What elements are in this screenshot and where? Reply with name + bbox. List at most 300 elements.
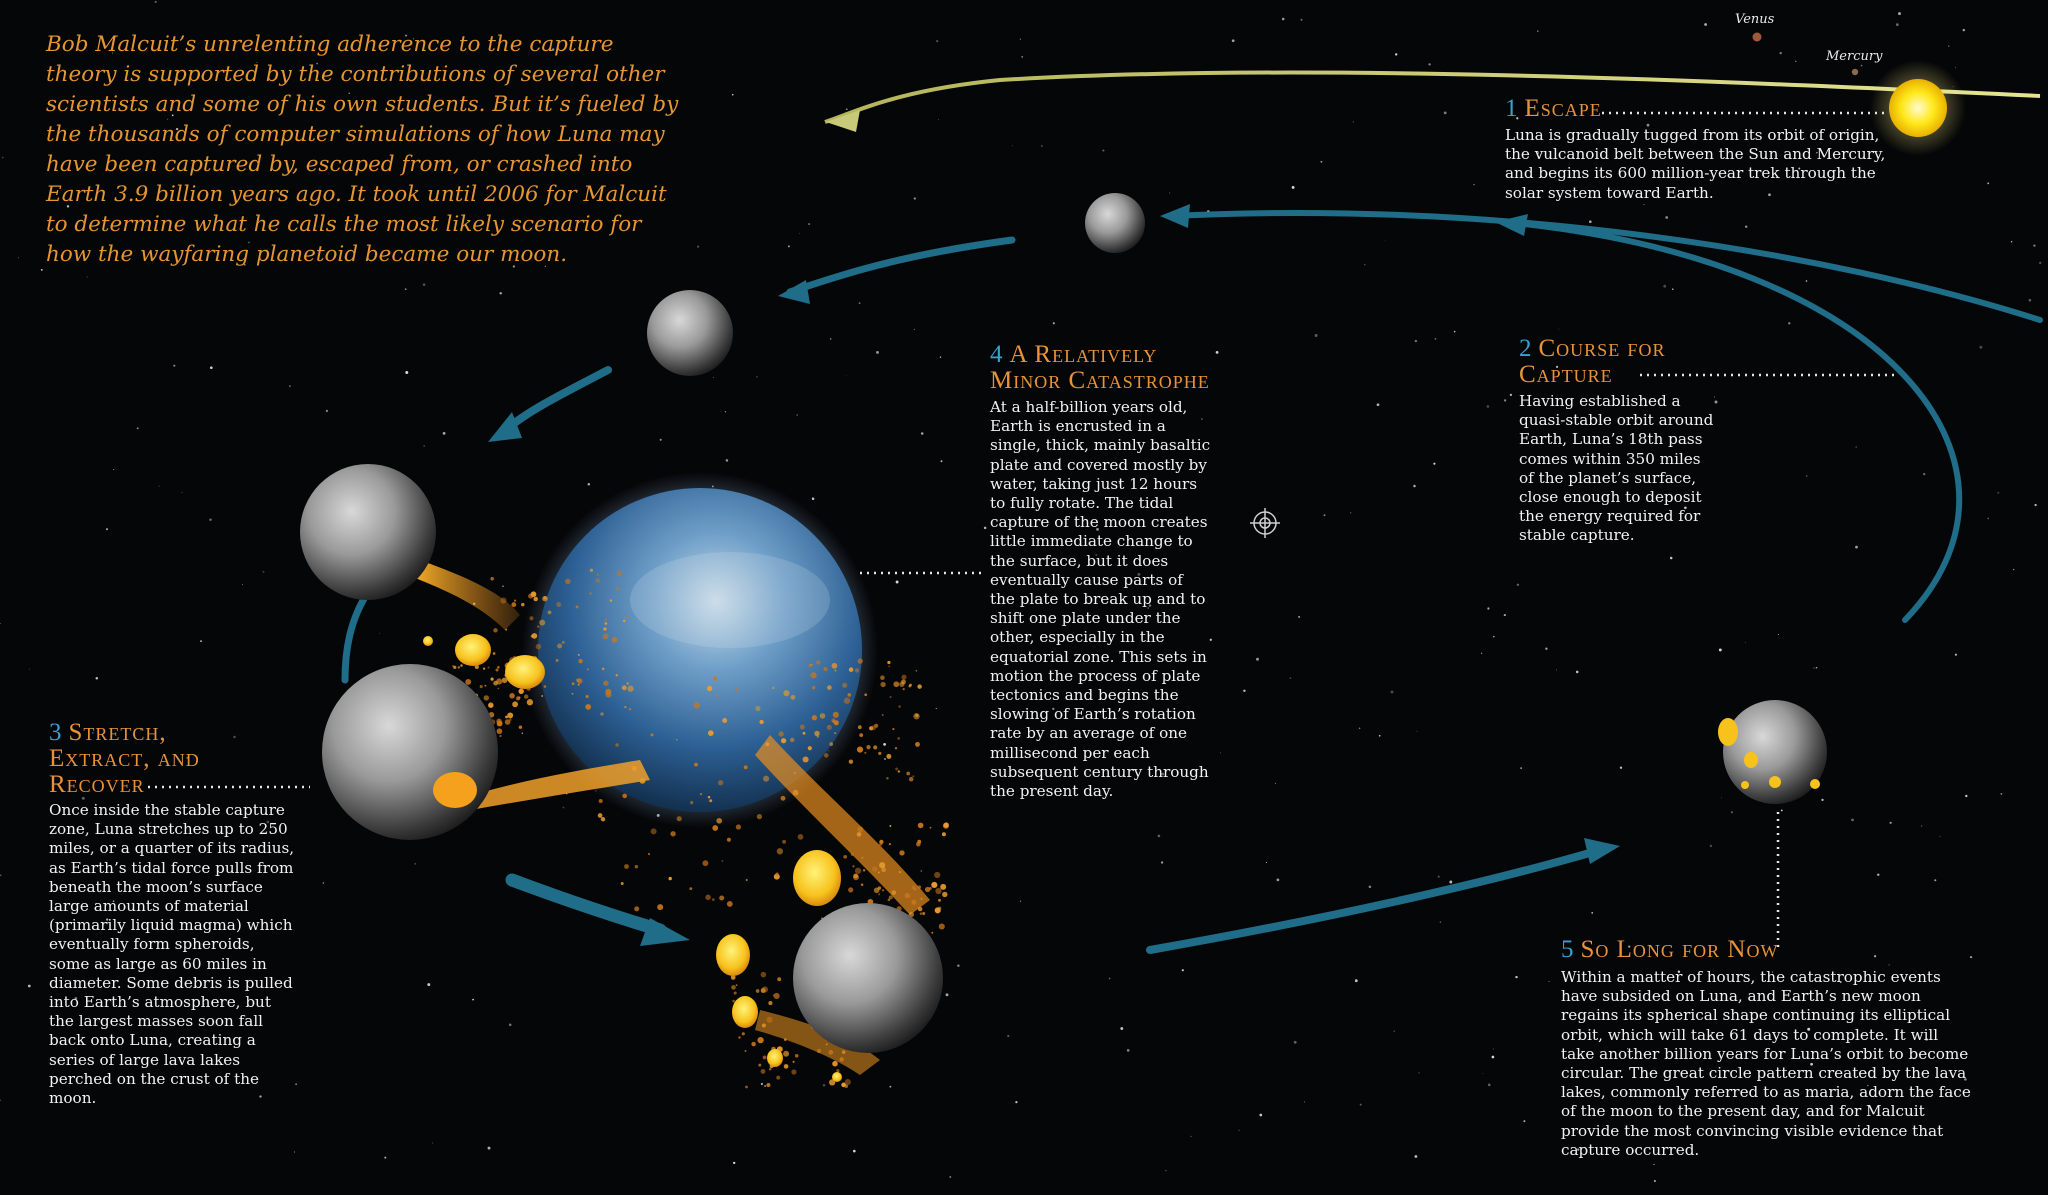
- debris-particle: [849, 667, 854, 672]
- debris-particle: [716, 818, 722, 824]
- debris-particle: [861, 857, 863, 859]
- debris-particle: [820, 713, 826, 719]
- debris-particle: [572, 682, 575, 685]
- star: [1861, 65, 1863, 67]
- debris-particle: [827, 685, 832, 690]
- debris-particle: [784, 1038, 787, 1041]
- star: [1304, 1101, 1305, 1102]
- earth-clouds: [630, 552, 830, 648]
- debris-particle: [886, 777, 889, 780]
- star: [1012, 145, 1013, 146]
- star: [588, 483, 591, 486]
- debris-particle: [507, 712, 513, 718]
- debris-particle: [694, 763, 698, 767]
- debris-particle: [519, 726, 522, 729]
- debris-particle: [834, 720, 839, 725]
- star: [1889, 964, 1890, 965]
- star: [1704, 23, 1707, 26]
- star: [1391, 691, 1394, 694]
- debris-particle: [857, 746, 863, 752]
- debris-particle: [500, 598, 506, 604]
- star: [812, 498, 815, 501]
- debris-particle: [793, 1061, 795, 1063]
- star: [1298, 616, 1300, 618]
- star: [2011, 241, 2012, 242]
- debris-particle: [511, 602, 516, 607]
- star: [1440, 921, 1441, 922]
- star: [1520, 767, 1522, 769]
- debris-particle: [537, 625, 539, 627]
- star: [1120, 1027, 1123, 1030]
- debris-particle: [621, 882, 624, 885]
- star: [1369, 885, 1372, 888]
- debris-particle: [898, 770, 900, 772]
- star: [1158, 835, 1161, 838]
- debris-particle: [882, 714, 884, 716]
- star: [159, 486, 160, 487]
- debris-particle: [589, 592, 592, 595]
- step-1-body: Luna is gradually tugged from its orbit of origin, the vulcanoid belt between the Sun and Mercury, and begins its 600 million-year trek through the solar system toward Earth.: [1505, 126, 1886, 202]
- star: [1294, 1041, 1297, 1044]
- debris-particle: [499, 735, 501, 737]
- step-2-body: Having established a quasi-stable orbit around Earth, Luna’s 18th pass comes within 350 miles of the planet’s surface, close enough to deposit the energy required for stable capture.: [1519, 392, 1714, 545]
- debris-particle: [731, 985, 736, 990]
- star: [1874, 955, 1876, 957]
- star: [1020, 901, 1021, 902]
- debris-particle: [746, 879, 748, 881]
- star: [106, 528, 108, 530]
- star: [1987, 182, 1989, 184]
- debris-particle: [842, 1050, 846, 1054]
- debris-particle: [712, 898, 715, 901]
- debris-particle: [886, 754, 891, 759]
- debris-particle: [920, 870, 922, 872]
- star: [1384, 240, 1385, 241]
- debris-particle: [626, 616, 628, 618]
- debris-particle: [548, 611, 552, 615]
- star: [423, 283, 426, 286]
- debris-particle: [855, 668, 859, 672]
- debris-particle: [505, 629, 507, 631]
- debris-particle: [897, 737, 900, 740]
- star: [1353, 121, 1354, 122]
- debris-particle: [912, 885, 916, 889]
- debris-particle: [909, 684, 912, 687]
- debris-particle: [502, 585, 504, 587]
- star: [726, 459, 729, 462]
- star: [1644, 204, 1645, 205]
- star: [1745, 642, 1746, 643]
- debris-particle: [774, 993, 780, 999]
- debris-particle: [460, 664, 463, 667]
- moon-recover: [793, 903, 943, 1053]
- debris-particle: [509, 719, 511, 721]
- debris-particle: [744, 765, 748, 769]
- star: [1433, 463, 1435, 465]
- star: [200, 640, 202, 642]
- debris-particle: [599, 799, 603, 803]
- debris-particle: [768, 1001, 772, 1005]
- debris-particle: [529, 616, 533, 620]
- star: [830, 338, 832, 340]
- debris-particle: [939, 923, 945, 929]
- debris-particle: [828, 1050, 833, 1055]
- debris-particle: [878, 893, 880, 895]
- debris-particle: [918, 907, 923, 912]
- debris-particle: [814, 731, 819, 736]
- debris-particle: [745, 1050, 747, 1052]
- debris-particle: [539, 620, 545, 626]
- debris-particle: [852, 865, 854, 867]
- debris-particle: [556, 602, 561, 607]
- debris-particle: [493, 652, 496, 655]
- star: [1256, 658, 1259, 661]
- debris-particle: [906, 772, 910, 776]
- star: [946, 993, 949, 996]
- debris-particle: [880, 675, 885, 680]
- debris-particle: [790, 738, 794, 742]
- star: [488, 1147, 491, 1150]
- debris-particle: [890, 696, 892, 698]
- moon-stretch-lower: [322, 664, 498, 840]
- debris-particle: [889, 825, 891, 827]
- debris-particle: [817, 735, 819, 737]
- debris-particle: [803, 732, 806, 735]
- debris-particle: [925, 887, 930, 892]
- debris-particle: [762, 1023, 766, 1027]
- debris-particle: [901, 679, 906, 684]
- debris-particle: [810, 672, 816, 678]
- debris-particle: [912, 775, 914, 777]
- debris-particle: [918, 885, 922, 889]
- star: [1955, 654, 1957, 656]
- debris-particle: [781, 796, 786, 801]
- debris-particle: [861, 883, 864, 886]
- star: [936, 40, 938, 42]
- star: [936, 708, 937, 709]
- star: [799, 233, 800, 234]
- star: [323, 882, 325, 884]
- debris-particle: [882, 889, 884, 891]
- star: [1102, 149, 1104, 151]
- star: [1806, 280, 1808, 282]
- debris-particle: [629, 708, 632, 711]
- debris-particle: [938, 899, 941, 902]
- debris-particle: [879, 862, 885, 868]
- star: [233, 736, 235, 738]
- debris-particle: [800, 725, 805, 730]
- star: [883, 743, 886, 746]
- star: [1428, 63, 1430, 65]
- debris-particle: [497, 728, 503, 734]
- debris-particle: [755, 706, 760, 711]
- debris-particle: [775, 873, 778, 876]
- debris-particle: [803, 756, 809, 762]
- star: [96, 677, 99, 680]
- debris-particle: [617, 571, 623, 577]
- debris-particle: [605, 619, 607, 621]
- star: [1731, 811, 1733, 813]
- debris-particle: [853, 873, 858, 878]
- debris-particle: [709, 799, 712, 802]
- star: [1190, 1136, 1191, 1137]
- debris-particle: [920, 898, 922, 900]
- star: [984, 527, 987, 530]
- debris-particle: [495, 668, 498, 671]
- debris-particle: [864, 693, 867, 696]
- star: [509, 1024, 512, 1027]
- debris-particle: [745, 1086, 748, 1089]
- debris-particle: [587, 668, 589, 670]
- star: [1987, 518, 1989, 520]
- debris-particle: [824, 667, 828, 671]
- debris-particle: [918, 823, 924, 829]
- debris-particle: [716, 695, 718, 697]
- debris-particle: [916, 670, 918, 672]
- debris-particle: [712, 825, 718, 831]
- star: [1795, 61, 1796, 62]
- star: [1997, 492, 1999, 494]
- star: [1169, 192, 1170, 193]
- step-3-number: 3: [49, 719, 63, 746]
- star: [1418, 1072, 1419, 1073]
- star: [18, 257, 19, 258]
- debris-particle: [516, 696, 520, 700]
- star: [846, 109, 847, 110]
- star: [1719, 648, 1722, 651]
- step-3-title-text: Stretch, Extract, and Recover: [49, 719, 200, 798]
- star: [957, 965, 959, 967]
- star: [1923, 473, 1925, 475]
- step-5-body: Within a matter of hours, the catastrophic events have subsided on Luna, and Earth’s new moon regains its spherical shape continuing its elliptical orbit, which will take 61 days to complete. It will take another billion years for Luna’s orbit to become circular. The great circle pattern created by the lava lakes, commonly referred to as maria, adorn the face of the moon to the present day, and for Malcuit provide the most convincing visible evidence that capture occurred.: [1561, 968, 1971, 1159]
- debris-particle: [833, 712, 839, 718]
- debris-particle: [769, 1068, 771, 1070]
- star: [1948, 46, 1949, 47]
- debris-particle: [911, 900, 916, 905]
- debris-particle: [732, 1000, 735, 1003]
- star: [414, 863, 415, 864]
- star: [1589, 220, 1592, 223]
- star: [1290, 677, 1292, 679]
- star: [713, 377, 714, 378]
- debris-particle: [772, 687, 775, 690]
- star: [1277, 879, 1280, 882]
- star: [424, 445, 425, 446]
- star: [732, 94, 734, 96]
- star: [1161, 861, 1163, 863]
- debris-particle: [601, 817, 605, 821]
- debris-particle: [893, 681, 899, 687]
- star: [1300, 19, 1302, 21]
- step-4-body: At a half-billion years old, Earth is encrusted in a single, thick, mainly basaltic plate and covered mostly by water, taking just 12 hours to fully rotate. The tidal capture of the moon creates little immediate change to the surface, but it does eventually cause parts of the plate to break up and to shift one plate under the other, especially in the equatorial zone. This sets in motion the process of plate tectonics and begins the slowing of Earth’s rotation rate by an average of one millisecond per each subsequent century through the present day.: [990, 398, 1211, 801]
- star: [1672, 288, 1674, 290]
- star: [294, 1151, 295, 1152]
- star: [761, 1083, 763, 1085]
- debris-particle: [915, 714, 918, 717]
- step-5-number: 5: [1561, 936, 1575, 963]
- debris-particle: [677, 816, 682, 821]
- debris-particle: [791, 695, 796, 700]
- star: [896, 581, 899, 584]
- debris-particle: [851, 853, 854, 856]
- star: [2001, 793, 2003, 795]
- star: [859, 302, 861, 304]
- debris-particle: [920, 912, 922, 914]
- star: [1877, 874, 1879, 876]
- star: [1007, 1035, 1009, 1037]
- star: [1813, 668, 1814, 669]
- debris-particle: [713, 676, 718, 681]
- debris-particle: [824, 753, 829, 758]
- debris-particle: [778, 731, 783, 736]
- debris-particle: [898, 705, 901, 708]
- debris-particle: [863, 869, 866, 872]
- debris-particle: [634, 906, 639, 911]
- step-1-title-text: Escape: [1524, 95, 1602, 122]
- debris-particle: [626, 682, 629, 685]
- step-4-number: 4: [990, 341, 1004, 368]
- venus-icon: [1753, 33, 1762, 42]
- debris-particle: [509, 693, 515, 699]
- debris-particle: [827, 725, 832, 730]
- debris-particle: [624, 864, 629, 869]
- star: [733, 1162, 735, 1164]
- star: [914, 197, 916, 199]
- debris-particle: [702, 860, 708, 866]
- earth-icon: [538, 488, 862, 812]
- debris-particle: [622, 794, 627, 799]
- star: [0, 874, 1, 876]
- star: [1778, 634, 1779, 635]
- debris-particle: [590, 569, 593, 572]
- star: [1487, 607, 1489, 609]
- debris-particle: [707, 686, 712, 691]
- debris-particle: [738, 1036, 740, 1038]
- star: [1315, 334, 1318, 337]
- debris-particle: [603, 680, 609, 686]
- debris-particle: [834, 732, 836, 734]
- debris-particle: [602, 668, 605, 671]
- star: [155, 1, 157, 3]
- target-icon: [1250, 508, 1280, 538]
- debris-particle: [764, 1085, 766, 1087]
- star: [1851, 819, 1854, 822]
- debris-particle: [465, 679, 471, 685]
- star: [210, 366, 213, 369]
- star: [1515, 976, 1517, 978]
- star: [1965, 795, 1967, 797]
- debris-particle: [917, 840, 921, 844]
- star: [1015, 1101, 1017, 1103]
- debris-particle: [866, 745, 870, 749]
- star: [1417, 731, 1418, 732]
- moon-approach: [647, 290, 733, 376]
- debris-particle: [670, 831, 675, 836]
- debris-particle: [705, 895, 711, 901]
- debris-particle: [812, 686, 815, 689]
- debris-particle: [597, 574, 599, 576]
- star: [846, 375, 847, 376]
- debris-particle: [892, 728, 894, 730]
- debris-particle: [519, 689, 524, 694]
- debris-particle: [834, 670, 836, 672]
- star: [876, 351, 879, 354]
- debris-particle: [909, 777, 914, 782]
- debris-particle: [858, 725, 862, 729]
- debris-particle: [458, 666, 460, 668]
- debris-particle: [777, 977, 781, 981]
- star: [1359, 727, 1361, 729]
- debris-particle: [832, 663, 838, 669]
- debris-particle: [857, 826, 863, 832]
- star: [1021, 56, 1023, 58]
- debris-particle: [544, 685, 547, 688]
- star: [1665, 216, 1668, 219]
- star: [0, 1100, 1, 1101]
- debris-particle: [610, 599, 612, 601]
- debris-particle: [708, 796, 711, 799]
- debris-particle: [497, 721, 503, 727]
- debris-particle: [791, 1069, 796, 1074]
- star: [1415, 1155, 1418, 1158]
- star: [1537, 30, 1538, 31]
- debris-particle: [453, 666, 456, 669]
- star: [1282, 18, 1285, 21]
- debris-particle: [524, 694, 528, 698]
- star: [756, 376, 758, 378]
- debris-particle: [872, 866, 877, 871]
- debris-particle: [776, 1076, 780, 1080]
- debris-particle: [895, 747, 897, 749]
- step-2-number: 2: [1519, 335, 1533, 362]
- star: [1940, 836, 1941, 837]
- star: [890, 1086, 892, 1088]
- mercury-label: Mercury: [1826, 49, 1883, 64]
- step-5-title: [1561, 937, 1778, 963]
- debris-particle: [940, 884, 946, 890]
- debris-particle: [782, 840, 786, 844]
- debris-particle: [874, 888, 880, 894]
- debris-particle: [795, 1054, 799, 1058]
- star: [1492, 1056, 1495, 1059]
- debris-particle: [766, 742, 770, 746]
- debris-particle: [762, 986, 768, 992]
- debris-particle: [578, 684, 580, 686]
- star: [2034, 504, 2036, 506]
- star: [379, 633, 380, 634]
- debris-particle: [844, 698, 850, 704]
- debris-particle: [842, 683, 847, 688]
- star: [1454, 331, 1456, 333]
- debris-particle: [816, 660, 820, 664]
- star: [1745, 225, 1747, 227]
- debris-particle: [922, 912, 925, 915]
- star: [1591, 912, 1593, 914]
- star: [1934, 879, 1936, 881]
- debris-particle: [809, 664, 812, 667]
- debris-particle: [751, 1042, 755, 1046]
- star: [697, 246, 699, 248]
- moon-stretch-upper: [300, 464, 436, 600]
- star: [1781, 809, 1783, 811]
- debris-particle: [930, 827, 932, 829]
- debris-particle: [855, 868, 861, 874]
- star: [1896, 23, 1899, 26]
- star: [884, 758, 886, 760]
- debris-particle: [572, 693, 574, 695]
- star: [1549, 981, 1550, 982]
- debris-particle: [532, 633, 538, 639]
